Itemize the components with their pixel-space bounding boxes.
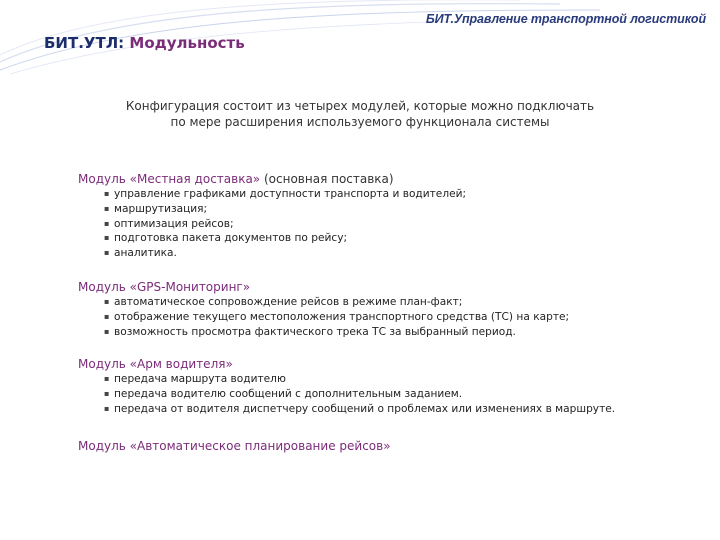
module-heading (78, 357, 678, 372)
title-main: Модульность (129, 34, 245, 52)
list-item: ▪ оптимизация рейсов; (114, 217, 678, 232)
intro-line-1: Конфигурация состоит из четырех модулей, которые можно подключать (125, 99, 595, 113)
module-bullets (78, 372, 678, 416)
module-gps-monitoring (78, 280, 678, 339)
list-item: ▪ отображение текущего местоположения транспортного средства (ТС) на карте; (114, 310, 678, 325)
brand-logo-text: БИТ.Управление транспортной логистикой (425, 12, 706, 26)
intro-text (60, 98, 660, 130)
module-driver-workstation (78, 357, 678, 416)
module-name: Модуль «Местная доставка» (78, 172, 261, 186)
module-name: Модуль «GPS-Мониторинг» (78, 279, 251, 294)
module-bullets (78, 295, 678, 339)
module-auto-planning (78, 439, 678, 454)
module-list (78, 172, 678, 462)
list-item: ▪ маршрутизация; (114, 202, 678, 217)
module-bullets (78, 187, 678, 261)
list-item: ▪ автоматическое сопровождение рейсов в режиме план-факт; (114, 295, 678, 310)
list-item: ▪ управление графиками доступности транспорта и водителей; (114, 187, 678, 202)
list-item: ▪ аналитика. (114, 246, 678, 261)
module-name: Модуль «Автоматическое планирование рейсов» (78, 438, 391, 453)
title-prefix: БИТ.УТЛ: (44, 34, 125, 52)
module-local-delivery (78, 172, 678, 261)
page-title (44, 34, 245, 52)
list-item: ▪ передача от водителя диспетчеру сообщений о проблемах или изменениях в маршруте. (114, 402, 678, 417)
module-heading (78, 172, 678, 187)
list-item: ▪ передача водителю сообщений с дополнительным заданием. (114, 387, 678, 402)
module-heading (78, 280, 678, 295)
list-item: ▪ передача маршрута водителю (114, 372, 678, 387)
intro-line-2: по мере расширения используемого функционала системы (170, 115, 550, 129)
module-heading (78, 439, 678, 454)
list-item: ▪ подготовка пакета документов по рейсу; (114, 231, 678, 246)
list-item: ▪ возможность просмотра фактического трека ТС за выбранный период. (114, 325, 678, 340)
module-name: Модуль «Арм водителя» (78, 357, 233, 372)
module-note: (основная поставка) (263, 172, 394, 186)
